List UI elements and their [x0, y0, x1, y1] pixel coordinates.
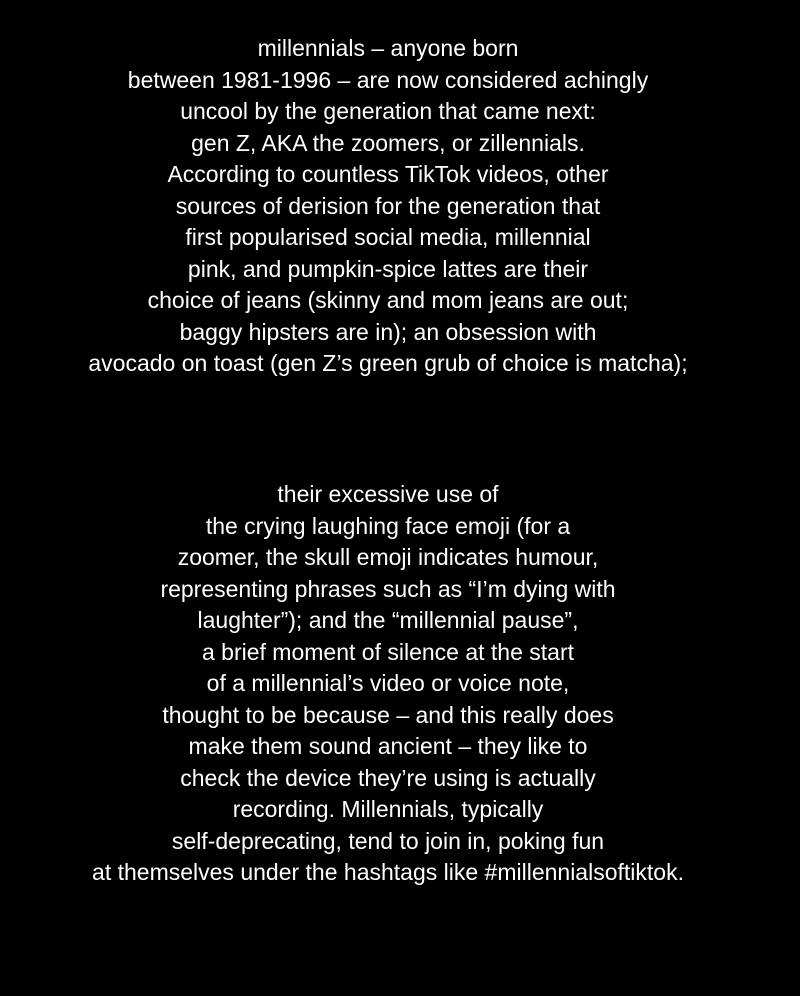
- text-line: pink, and pumpkin-spice lattes are their: [187, 255, 589, 282]
- text-line: at themselves under the hashtags like #millennialsoftiktok.: [92, 859, 684, 885]
- text-line: recording. Millennials, typically: [232, 796, 544, 822]
- text-line: first popularised social media, millennial: [185, 224, 591, 250]
- text-line: check the device they’re using is actually: [180, 764, 596, 791]
- text-line: sources of derision for the generation that: [175, 192, 601, 219]
- text-line: self-deprecating, tend to join in, poking fun: [171, 827, 605, 854]
- text-line: the crying laughing face emoji (for a: [205, 512, 571, 539]
- text-line: representing phrases such as “I’m dying with: [160, 575, 616, 602]
- text-line: millennials – anyone born: [257, 35, 519, 61]
- paragraph-2: [0, 479, 800, 889]
- text-line: laughter”); and the “millennial pause”,: [197, 607, 579, 633]
- text-line: of a millennial’s video or voice note,: [206, 670, 570, 696]
- text-line: avocado on toast (gen Z’s green grub of choice is matcha);: [88, 350, 688, 376]
- text-line: gen Z, AKA the zoomers, or zillennials.: [191, 129, 585, 156]
- text-line: uncool by the generation that came next:: [180, 98, 596, 124]
- text-line: choice of jeans (skinny and mom jeans are out;: [147, 287, 629, 313]
- text-line: According to countless TikTok videos, other: [167, 161, 609, 187]
- text-line: a brief moment of silence at the start: [201, 638, 574, 665]
- paragraph-1: [0, 33, 800, 380]
- text-line: make them sound ancient – they like to: [188, 733, 588, 759]
- text-line: between 1981-1996 – are now considered achingly: [127, 66, 649, 93]
- text-line: baggy hipsters are in); an obsession with: [179, 318, 597, 345]
- text-line: thought to be because – and this really does: [162, 701, 614, 728]
- text-line: their excessive use of: [277, 481, 499, 507]
- text-line: zoomer, the skull emoji indicates humour,: [177, 544, 599, 570]
